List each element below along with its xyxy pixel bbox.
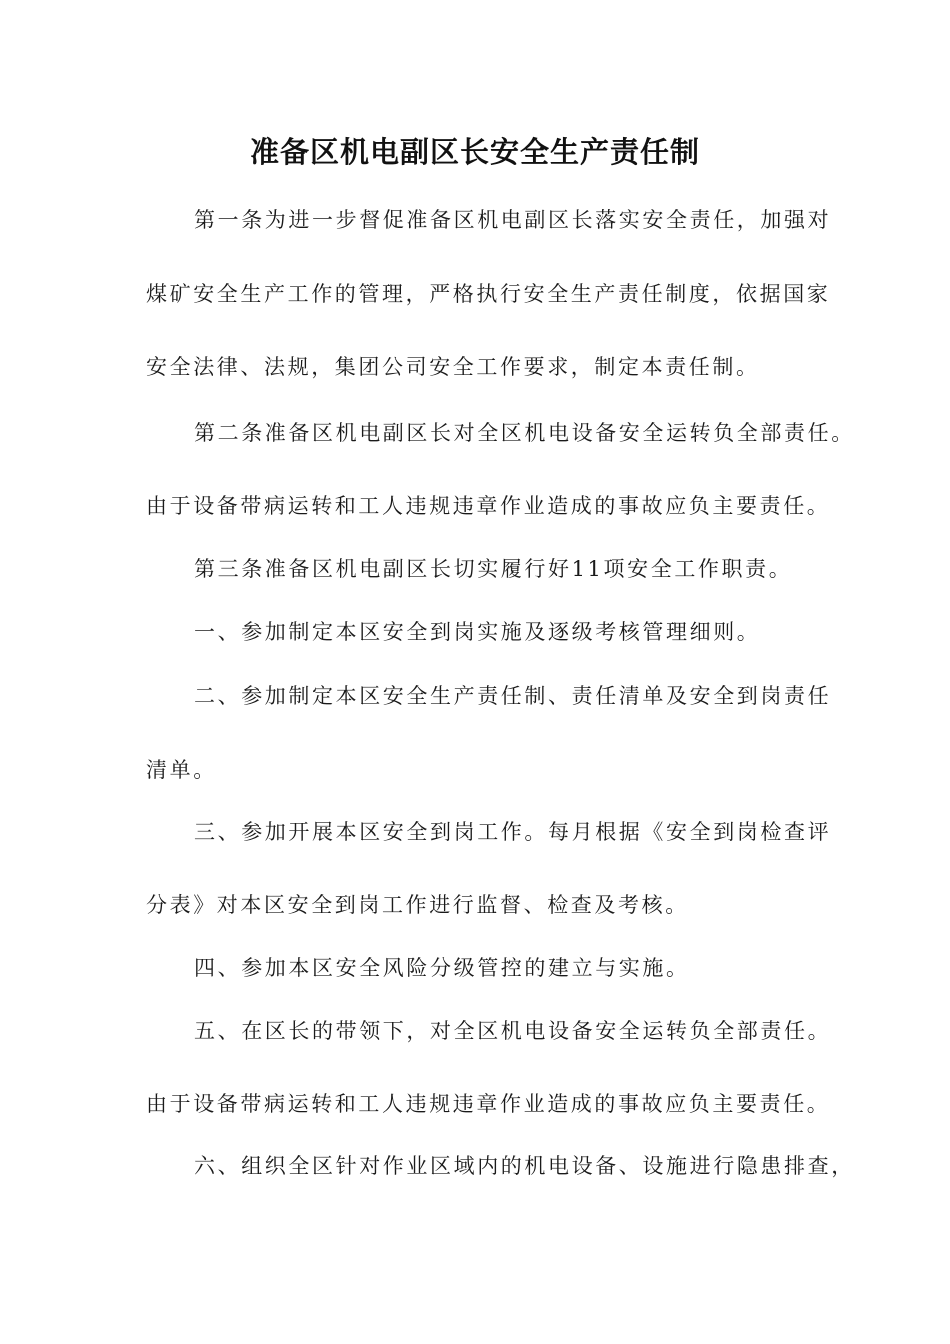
paragraph-line: 五、在区长的带领下，对全区机电设备安全运转负全部责任。 [194, 1019, 832, 1043]
paragraph-line: 第三条准备区机电副区长切实履行好11项安全工作职责。 [194, 557, 793, 581]
document-title: 准备区机电副区长安全生产责任制 [249, 135, 700, 169]
paragraph-line: 六、组织全区针对作业区域内的机电设备、设施进行隐患排查， [194, 1154, 855, 1178]
paragraph-line: 二、参加制定本区安全生产责任制、责任清单及安全到岗责任 [194, 684, 832, 708]
paragraph-line: 一、参加制定本区安全到岗实施及逐级考核管理细则。 [194, 620, 761, 644]
paragraph-line: 四、参加本区安全风险分级管控的建立与实施。 [194, 956, 690, 980]
paragraph-line: 由于设备带病运转和工人违规违章作业造成的事故应负主要责任。 [146, 1092, 831, 1116]
paragraph-line: 煤矿安全生产工作的管理，严格执行安全生产责任制度，依据国家 [146, 282, 831, 306]
paragraph-line: 第二条准备区机电副区长对全区机电设备安全运转负全部责任。 [194, 421, 855, 445]
paragraph-line: 安全法律、法规，集团公司安全工作要求，制定本责任制。 [146, 355, 760, 379]
paragraph-line: 由于设备带病运转和工人违规违章作业造成的事故应负主要责任。 [146, 494, 831, 518]
paragraph-line: 三、参加开展本区安全到岗工作。每月根据《安全到岗检查评 [194, 820, 832, 844]
paragraph-line: 第一条为进一步督促准备区机电副区长落实安全责任，加强对 [194, 208, 832, 232]
paragraph-line: 分表》对本区安全到岗工作进行监督、检查及考核。 [146, 893, 689, 917]
paragraph-line: 清单。 [146, 758, 217, 782]
